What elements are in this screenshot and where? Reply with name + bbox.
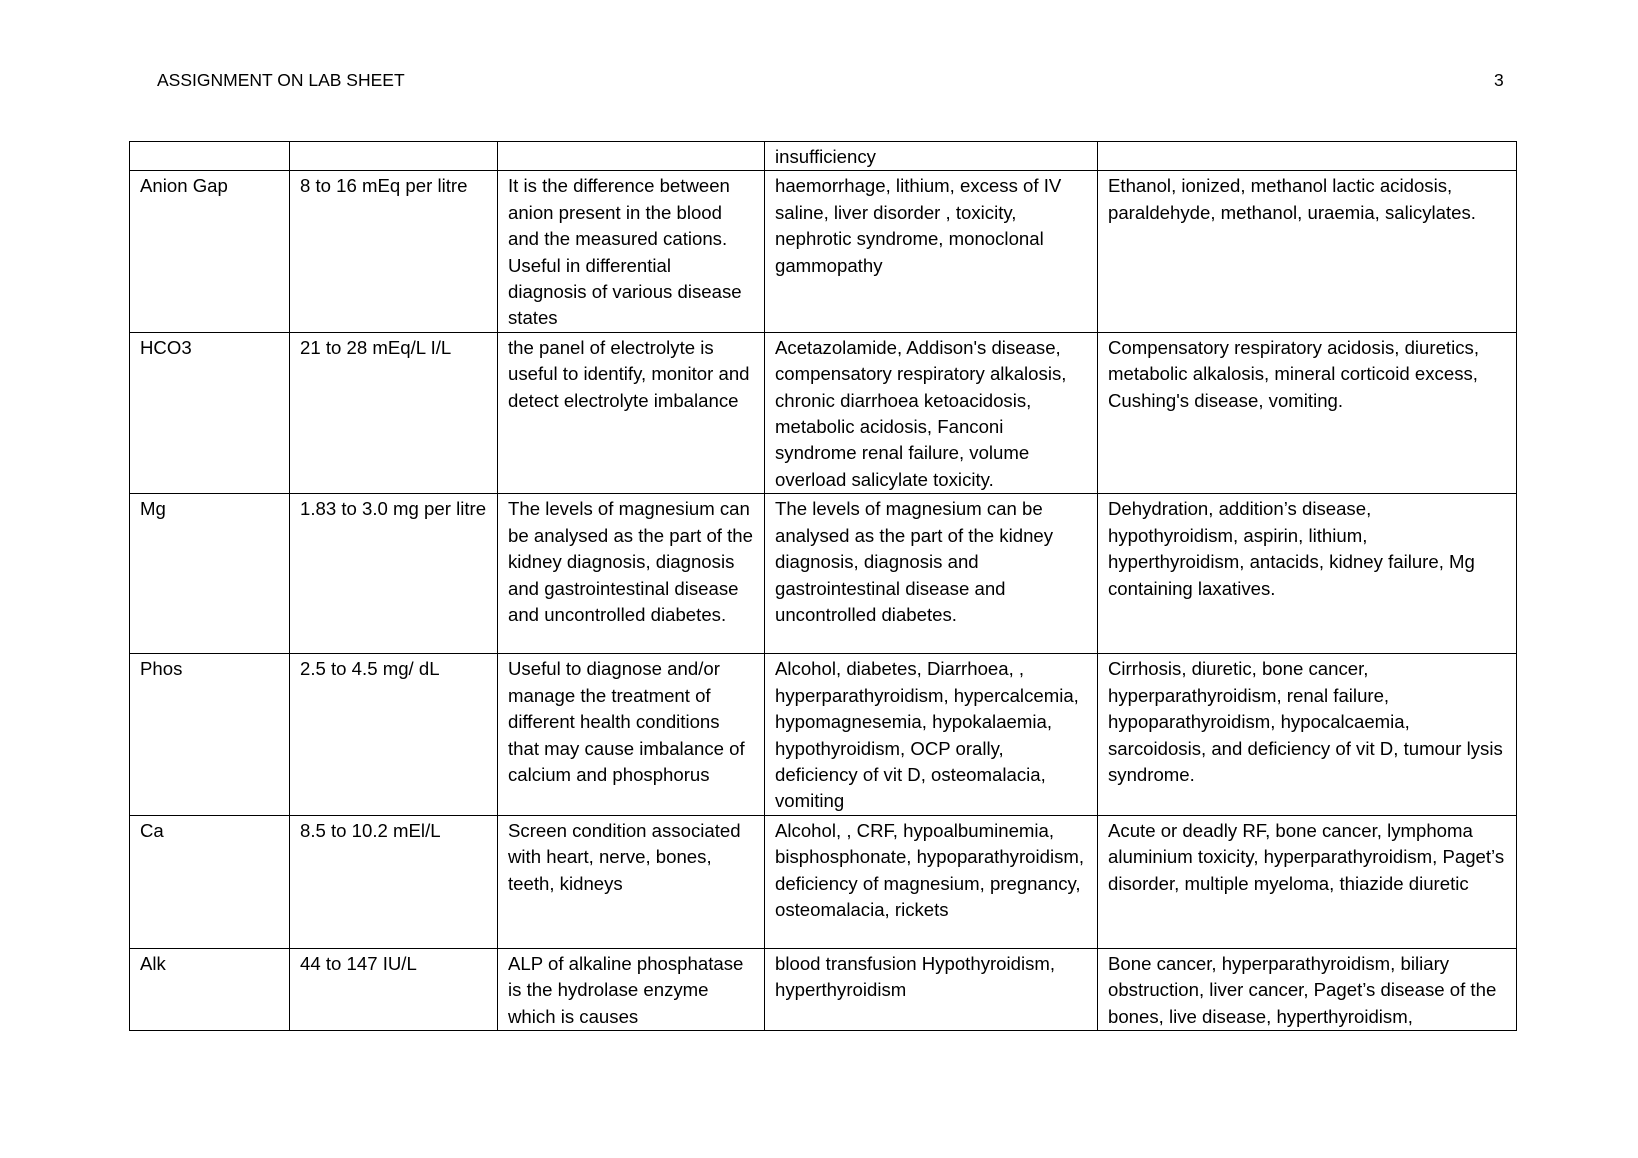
test-name-cell: Phos [130, 654, 290, 815]
decreased-causes-cell: Acetazolamide, Addison's disease, compensatory respiratory alkalosis, chronic diarrhoea ketoacidosis, metabolic acidosis, Fanconi syndrome renal failure, volume overload salicylate toxicity. [765, 332, 1098, 493]
test-name-cell: Alk [130, 948, 290, 1030]
lab-values-table [129, 141, 1517, 1031]
decreased-causes-cell: haemorrhage, lithium, excess of IV saline, liver disorder , toxicity, nephrotic syndrome, monoclonal gammopathy [765, 171, 1098, 332]
table-row [130, 654, 1517, 815]
table-row [130, 494, 1517, 654]
reference-range-cell: 1.83 to 3.0 mg per litre [290, 494, 498, 654]
test-name-cell: HCO3 [130, 332, 290, 493]
reference-range-cell: 44 to 147 IU/L [290, 948, 498, 1030]
increased-causes-cell: Bone cancer, hyperparathyroidism, biliary obstruction, liver cancer, Paget’s disease of the bones, live disease, hyperthyroidism, [1098, 948, 1517, 1030]
purpose-cell: It is the difference between anion present in the blood and the measured cations. Useful in differential diagnosis of various disease states [498, 171, 765, 332]
purpose-cell: Useful to diagnose and/or manage the treatment of different health conditions that may cause imbalance of calcium and phosphorus [498, 654, 765, 815]
purpose-cell: the panel of electrolyte is useful to identify, monitor and detect electrolyte imbalance [498, 332, 765, 493]
increased-causes-cell: Ethanol, ionized, methanol lactic acidosis, paraldehyde, methanol, uraemia, salicylates. [1098, 171, 1517, 332]
purpose-cell: Screen condition associated with heart, nerve, bones, teeth, kidneys [498, 815, 765, 948]
reference-range-cell [290, 142, 498, 171]
purpose-cell: ALP of alkaline phosphatase is the hydrolase enzyme which is causes [498, 948, 765, 1030]
test-name-cell [130, 142, 290, 171]
increased-causes-cell [1098, 142, 1517, 171]
table-row [130, 948, 1517, 1030]
running-header-title: ASSIGNMENT ON LAB SHEET [157, 70, 405, 90]
increased-causes-cell: Dehydration, addition’s disease, hypothyroidism, aspirin, lithium, hyperthyroidism, antacids, kidney failure, Mg containing laxatives. [1098, 494, 1517, 654]
test-name-cell: Anion Gap [130, 171, 290, 332]
test-name-cell: Ca [130, 815, 290, 948]
reference-range-cell: 2.5 to 4.5 mg/ dL [290, 654, 498, 815]
decreased-causes-cell: The levels of magnesium can be analysed as the part of the kidney diagnosis, diagnosis and gastrointestinal disease and uncontrolled diabetes. [765, 494, 1098, 654]
purpose-cell: The levels of magnesium can be analysed as the part of the kidney diagnosis, diagnosis and gastrointestinal disease and uncontrolled diabetes. [498, 494, 765, 654]
table-row [130, 171, 1517, 332]
decreased-causes-cell: blood transfusion Hypothyroidism, hyperthyroidism [765, 948, 1098, 1030]
table-row [130, 332, 1517, 493]
test-name-cell: Mg [130, 494, 290, 654]
increased-causes-cell: Compensatory respiratory acidosis, diuretics, metabolic alkalosis, mineral corticoid excess, Cushing's disease, vomiting. [1098, 332, 1517, 493]
table-row [130, 142, 1517, 171]
page-number: 3 [1494, 70, 1504, 90]
reference-range-cell: 21 to 28 mEq/L I/L [290, 332, 498, 493]
table-row [130, 815, 1517, 948]
increased-causes-cell: Cirrhosis, diuretic, bone cancer, hyperparathyroidism, renal failure, hypoparathyroidism, hypocalcaemia, sarcoidosis, and deficiency of vit D, tumour lysis syndrome. [1098, 654, 1517, 815]
reference-range-cell: 8.5 to 10.2 mEl/L [290, 815, 498, 948]
increased-causes-cell: Acute or deadly RF, bone cancer, lymphoma aluminium toxicity, hyperparathyroidism, Paget’s disorder, multiple myeloma, thiazide diuretic [1098, 815, 1517, 948]
reference-range-cell: 8 to 16 mEq per litre [290, 171, 498, 332]
decreased-causes-cell: Alcohol, , CRF, hypoalbuminemia, bisphosphonate, hypoparathyroidism, deficiency of magnesium, pregnancy, osteomalacia, rickets [765, 815, 1098, 948]
decreased-causes-cell: Alcohol, diabetes, Diarrhoea, , hyperparathyroidism, hypercalcemia, hypomagnesemia, hypokalaemia, hypothyroidism, OCP orally, deficiency of vit D, osteomalacia, vomiting [765, 654, 1098, 815]
purpose-cell [498, 142, 765, 171]
decreased-causes-cell: insufficiency [765, 142, 1098, 171]
